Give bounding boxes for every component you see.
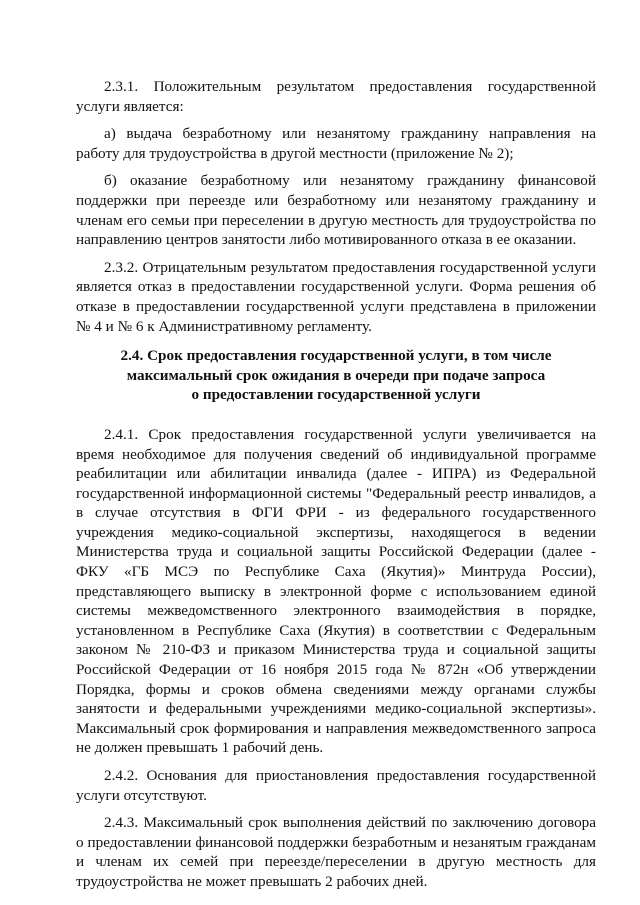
- paragraph-2-3-1-a: а) выдача безработному или незанятому гражданину направления на работу для трудоустройства в другой местности (приложение № 2);: [76, 125, 596, 162]
- paragraph-2-3-2: 2.3.2. Отрицательным результатом предоставления государственной услуги является отказ в предоставлении государственной услуги. Форма решения об отказе в предоставлении государственной услуги представлена в приложении № 4 и № 6 к Административному регламенту.: [76, 258, 596, 335]
- section-heading-line: 2.4. Срок предоставления государственной услуги, в том числе: [120, 347, 552, 365]
- paragraph-2-4-2: 2.4.2. Основания для приостановления предоставления государственной услуги отсутствуют.: [76, 767, 596, 804]
- document-page: [76, 77, 596, 900]
- paragraph-2-3-1: 2.3.1. Положительным результатом предоставления государственной услуги является:: [76, 78, 596, 115]
- paragraph-2-4-3: 2.4.3. Максимальный срок выполнения действий по заключению договора о предоставлении финансовой поддержки безработным и незанятым гражданам и членам их семей при переезде/переселении в другую местность для трудоустройства не может превышать 2 рабочих дней.: [76, 814, 596, 890]
- paragraph-2-4-1: 2.4.1. Срок предоставления государственной услуги увеличивается на время необходимое для получения сведений об индивидуальной программе реабилитации или абилитации инвалида (далее - ИПРА) из Федеральной государственной информационной системы "Федеральный реестр инвалидов, а в случае отсутствия в ФГИ ФРИ - из федерального государственного учреждения медико-социальной экспертизы, находящегося в ведении Министерства труда и социальной защиты Российской Федерации (далее - ФКУ «ГБ МСЭ по Республике Саха (Якутия)» Минтруда России), представляющего выписку в электронной форме с использованием единой системы межведомственного электронного взаимодействия в порядке, установленном в Республике Саха (Якутия) в соответствии с Федеральным законом № 210-ФЗ и приказом Министерства труда и социальной защиты Российской Федерации от 16 ноября 2015 года № 872н «Об утверждении Порядка, формы и сроков обмена сведениями между органами службы занятости и федеральными учреждениями медико-социальной экспертизы». Максимальный срок формирования и направления межведомственного запроса не должен превышать 1 рабочий день.: [76, 425, 596, 757]
- section-heading-line: максимальный срок ожидания в очереди при подаче запроса: [126, 366, 546, 384]
- section-heading-line: о предоставлении государственной услуги: [191, 386, 481, 404]
- section-heading-2-4: [76, 346, 596, 405]
- paragraph-2-3-1-b: б) оказание безработному или незанятому гражданину финансовой поддержки при переезде или безработному или незанятому гражданину и членам его семьи при переселении в другую местность для трудоустройства по направлению центров занятости либо мотивированного отказа в ее оказании.: [76, 172, 596, 249]
